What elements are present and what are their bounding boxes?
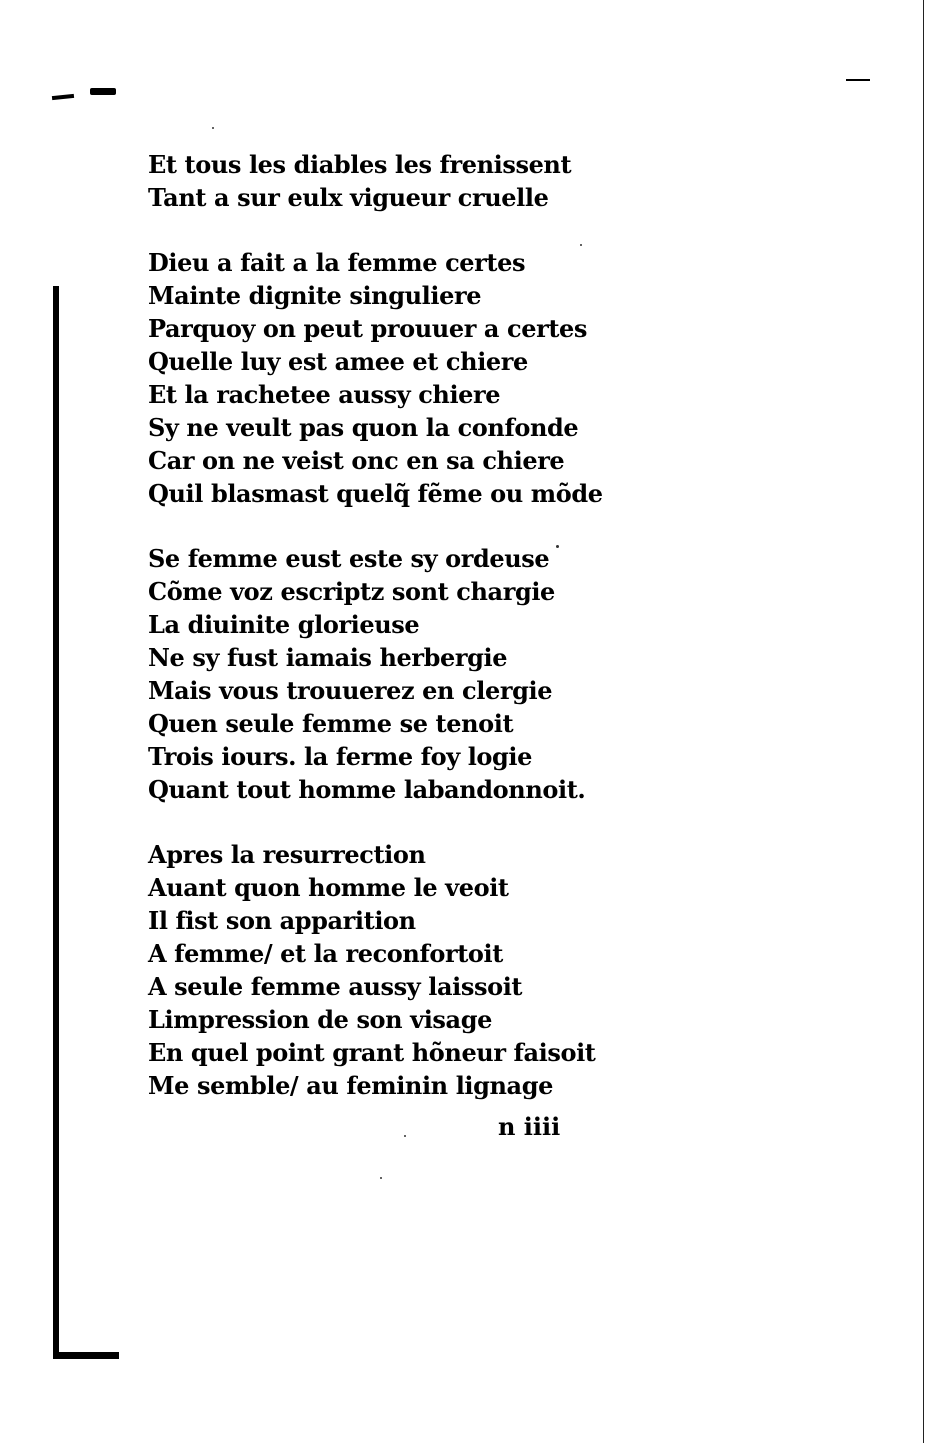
verse-line: La diuinite glorieuse	[148, 610, 420, 639]
verse-line: Mais vous trouuerez en clergie	[148, 676, 553, 705]
stanza-gap	[148, 806, 608, 838]
verse-line: Quil blasmast quelq̃ fẽme ou mõde	[148, 479, 603, 508]
stanza-gap	[148, 214, 608, 246]
verse-line: A seule femme aussy laissoit	[148, 972, 523, 1001]
stanza	[148, 838, 608, 1102]
verse-line: Limpression de son visage	[148, 1005, 492, 1034]
verse-line: Trois iours. la ferme foy logie	[148, 742, 532, 771]
verse-line: Quen seule femme se tenoit	[148, 709, 514, 738]
verse-line: Tant a sur eulx vigueur cruelle	[148, 183, 549, 212]
verse-line: Quant tout homme labandonnoit.	[148, 775, 586, 804]
margin-mark	[846, 79, 870, 81]
verse-line: Me semble/ au feminin lignage	[148, 1071, 553, 1100]
poem-text	[148, 148, 608, 1102]
page-edge	[923, 0, 924, 1443]
verse-line: Et la rachetee aussy chiere	[148, 380, 501, 409]
frame-bottom-bar	[53, 1352, 119, 1359]
verse-line: Car on ne veist onc en sa chiere	[148, 446, 565, 475]
verse-line: Cõme voz escriptz sont chargie	[148, 577, 555, 606]
verse-line: En quel point grant hõneur faisoit	[148, 1038, 596, 1067]
stanza-gap	[148, 510, 608, 542]
verse-line: A femme/ et la reconfortoit	[148, 939, 503, 968]
verse-line: Auant quon homme le veoit	[148, 873, 509, 902]
verse-line: Et tous les diables les frenissent	[148, 150, 572, 179]
verse-line: Mainte dignite singuliere	[148, 281, 482, 310]
margin-mark	[90, 88, 116, 95]
verse-line: Dieu a fait a la femme certes	[148, 248, 526, 277]
frame-left-bar	[53, 286, 59, 1358]
verse-line: Quelle luy est amee et chiere	[148, 347, 528, 376]
stanza	[148, 542, 608, 806]
signature-mark: n iiii	[498, 1112, 561, 1141]
verse-line: Sy ne veult pas quon la confonde	[148, 413, 579, 442]
margin-mark	[52, 94, 74, 100]
ink-speck	[404, 1135, 406, 1137]
stanza	[148, 246, 608, 510]
ink-speck	[380, 1177, 382, 1179]
verse-line: Parquoy on peut prouuer a certes	[148, 314, 587, 343]
ink-speck	[212, 127, 214, 129]
stanza	[148, 148, 608, 214]
verse-line: Il fist son apparition	[148, 906, 416, 935]
verse-line: Ne sy fust iamais herbergie	[148, 643, 508, 672]
verse-line: Se femme eust este sy ordeuse	[148, 544, 550, 573]
verse-line: Apres la resurrection	[148, 840, 426, 869]
